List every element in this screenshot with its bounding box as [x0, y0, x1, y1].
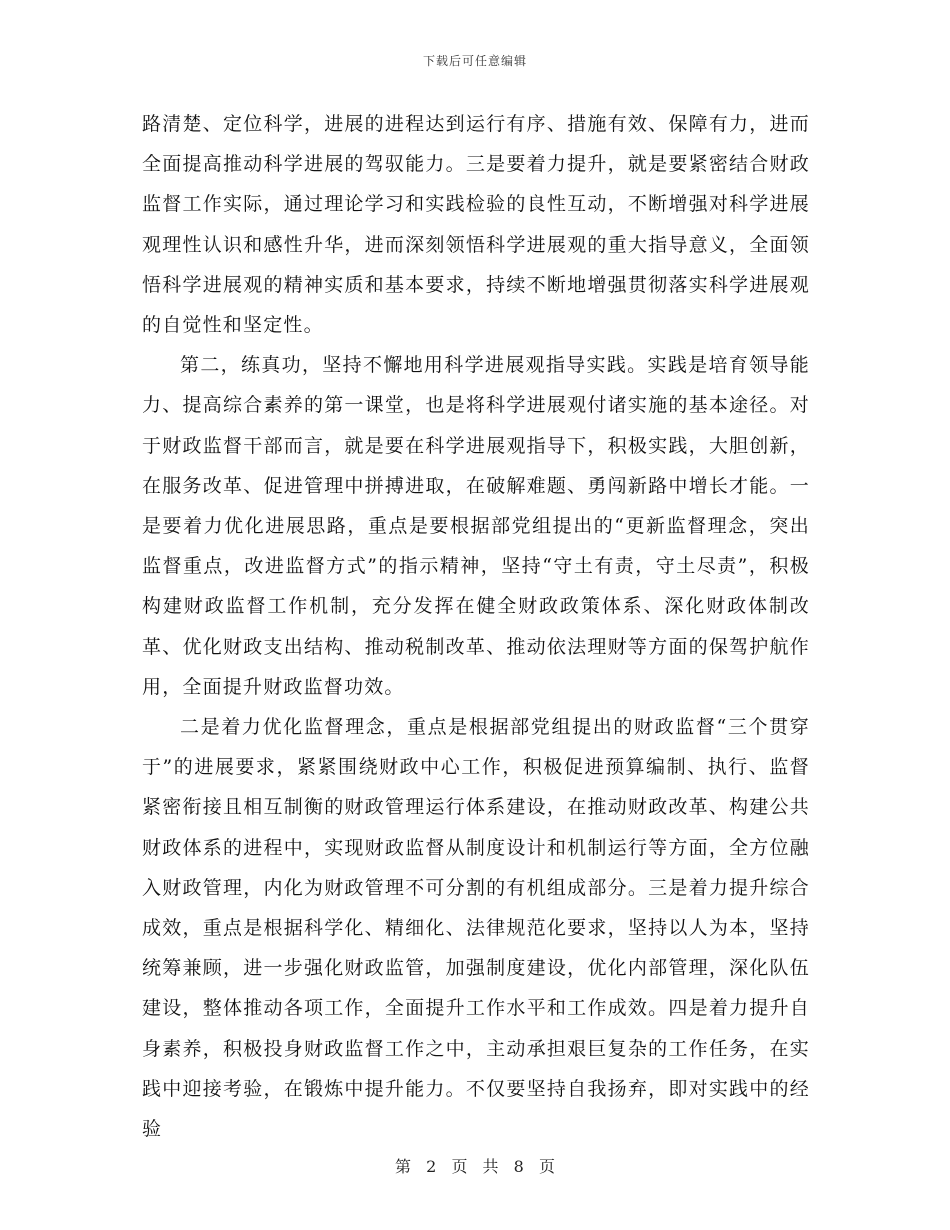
paragraph-1: 路清楚、定位科学，进展的进程达到运行有序、措施有效、保障有力，进而全面提高推动科学进展的驾驭能力。三是要着力提升，就是要紧密结合财政监督工作实际，通过理论学习和实践检验的良性互动，不断增强对科学进展观理性认识和感性升华，进而深刻领悟科学进展观的重大指导意义，全面领悟科学进展观的精神实质和基本要求，持续不断地增强贯彻落实科学进展观的自觉性和坚定性。 [142, 113, 810, 337]
footer-suffix: 页 [538, 1157, 555, 1176]
document-body [142, 104, 810, 1149]
total-pages-number: 8 [513, 1157, 524, 1176]
page-footer [0, 1154, 950, 1177]
page-header: 下载后可任意编辑 [422, 54, 527, 68]
footer-total-word: 共 [482, 1157, 499, 1176]
footer-page-word: 页 [451, 1157, 468, 1176]
paragraph-2: 第二，练真功，坚持不懈地用科学进展观指导实践。实践是培育领导能力、提高综合素养的第一课堂，也是将科学进展观付诸实施的基本途径。对于财政监督干部而言，就是要在科学进展观指导下，积极实践，大胆创新，在服务改革、促进管理中拼搏进取，在破解难题、勇闯新路中增长才能。一是要着力优化进展思路，重点是要根据部党组提出的“更新监督理念，突出监督重点，改进监督方式”的指示精神，坚持“守土有责，守土尽责”，积极构建财政监督工作机制，充分发挥在健全财政政策体系、深化财政体制改革、优化财政支出结构、推动税制改革、推动依法理财等方面的保驾护航作用，全面提升财政监督功效。 [142, 354, 810, 698]
current-page-number: 2 [426, 1157, 437, 1176]
paragraph-3: 二是着力优化监督理念，重点是根据部党组提出的财政监督“三个贯穿于”的进展要求，紧紧围绕财政中心工作，积极促进预算编制、执行、监督紧密衔接且相互制衡的财政管理运行体系建设，在推动财政改革、构建公共财政体系的进程中，实现财政监督从制度设计和机制运行等方面，全方位融入财政管理，内化为财政管理不可分割的有机组成部分。三是着力提升综合成效，重点是根据科学化、精细化、法律规范化要求，坚持以人为本，坚持统筹兼顾，进一步强化财政监管，加强制度建设，优化内部管理，深化队伍建设，整体推动各项工作，全面提升工作水平和工作成效。四是着力提升自身素养，积极投身财政监督工作之中，主动承担艰巨复杂的工作任务，在实践中迎接考验，在锻炼中提升能力。不仅要坚持自我扬弃，即对实践中的经验 [142, 716, 810, 1141]
footer-prefix: 第 [395, 1157, 412, 1176]
